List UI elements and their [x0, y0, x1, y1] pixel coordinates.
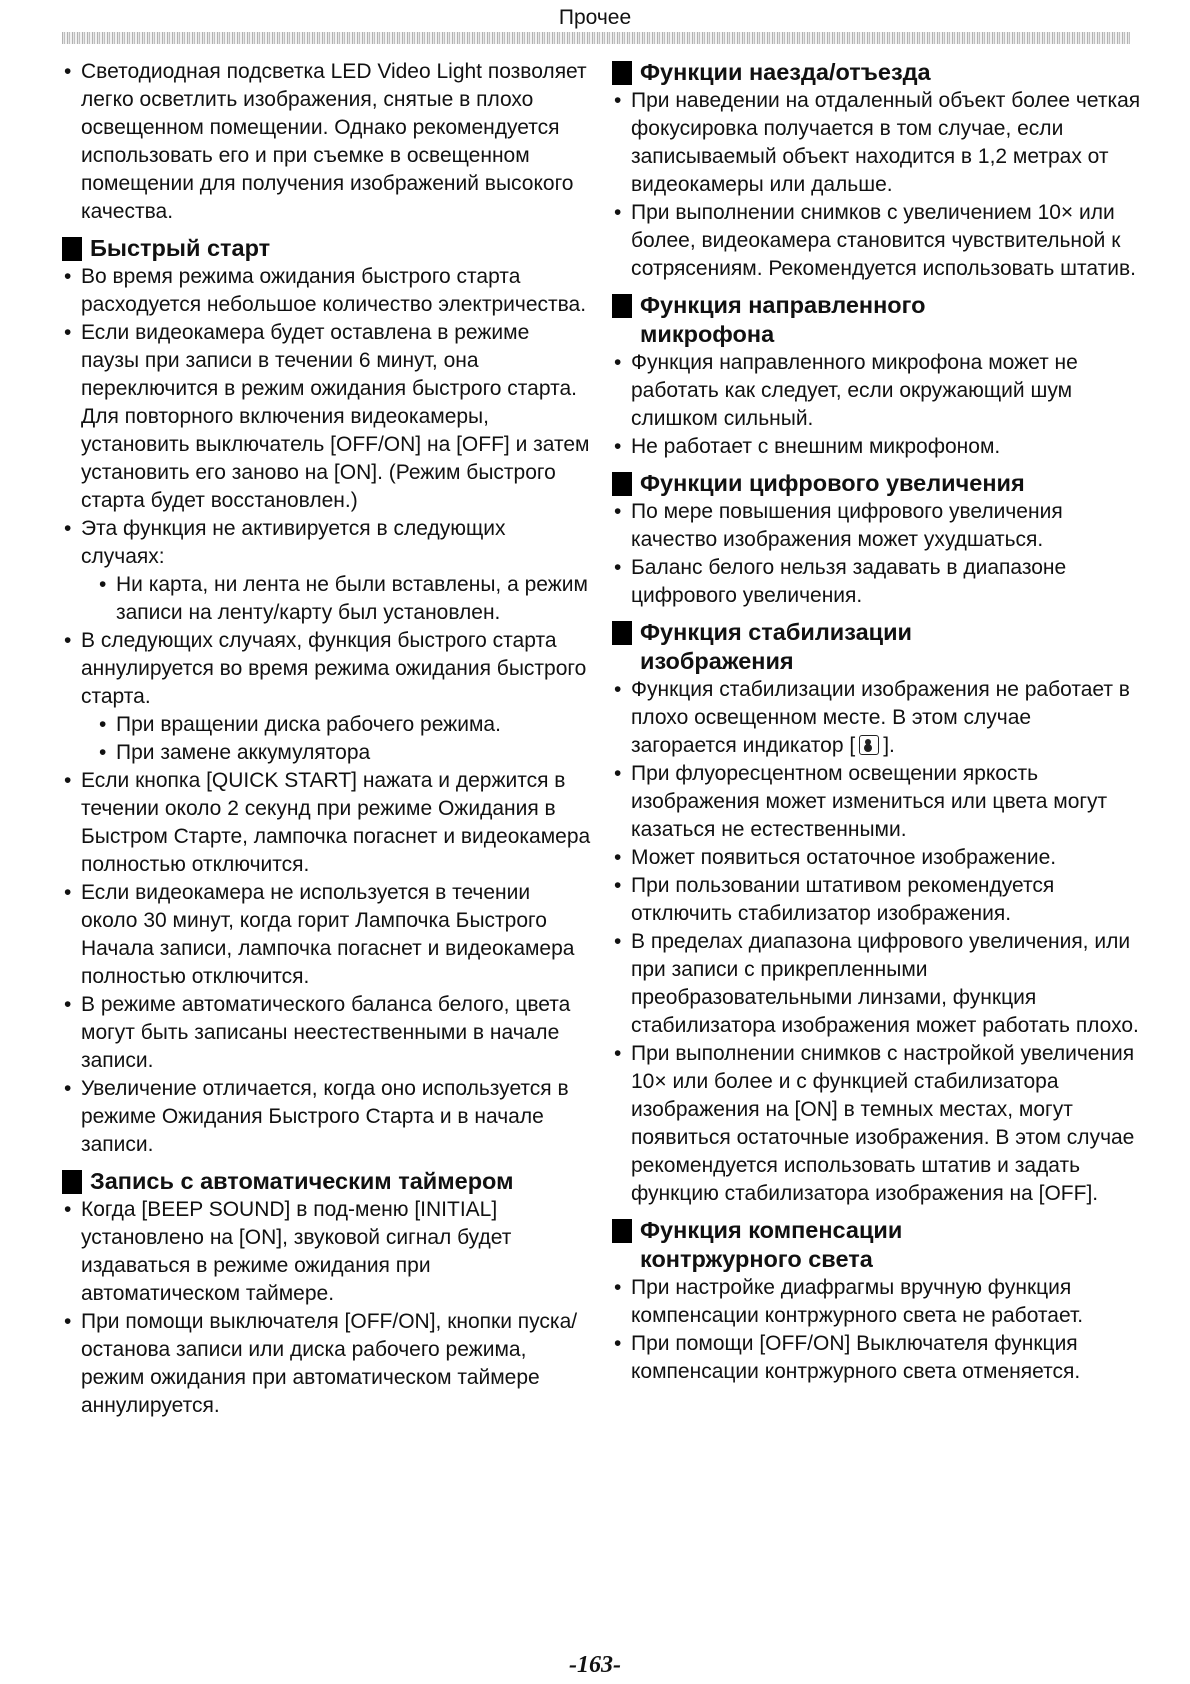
bullet-icon: • [64, 1077, 72, 1100]
list-item: • Если видеокамера будет оставлена в режиме паузы при записи в течении 6 минут, она переключится в режим ожидания быстрого старта. Для повторного включения видеокамеры, установить выключатель [OFF/ON] на [OFF] и затем установить его заново на [ON]. (Режим быстрого старта будет восстановлен.) [64, 321, 590, 512]
bullet-icon: • [614, 1332, 622, 1355]
list-item: • Если кнопка [QUICK START] нажата и держится в течении около 2 секунд при режиме Ожидания в Быстром Старте, лампочка погаснет и видеокамера полностью отключится. [64, 769, 591, 876]
bullet-icon: • [614, 351, 622, 374]
list-item: • При помощи [OFF/ON] Выключателя функция компенсации контржурного света отменяется. [614, 1332, 1081, 1383]
section-title-zoom-mic: Функция направленного микрофона [612, 291, 1142, 349]
bullet-icon: • [614, 930, 622, 953]
list-item: • Не работает с внешним микрофоном. [612, 433, 1142, 461]
list-item: • При настройке диафрагмы вручную функция компенсации контржурного света не работает. [614, 1276, 1084, 1327]
section-marker-icon [612, 294, 632, 318]
section-marker-icon [612, 61, 632, 85]
section-title-self-timer: Запись с автоматическим таймером [62, 1167, 592, 1196]
left-column [62, 58, 592, 1420]
sub-list-item: • При вращении диска рабочего режима. [62, 711, 592, 739]
sub-list-item: • При замене аккумулятора [62, 739, 592, 767]
sub-list-item: • Ни карта, ни лента не были вставлены, а режим записи на ленту/карту был установлен. [99, 573, 588, 624]
bullet-icon: • [614, 435, 622, 458]
section-title-zoom: Функции наезда/отъезда [612, 58, 1142, 87]
bullet-icon: • [99, 573, 107, 596]
bullet-icon: • [614, 556, 622, 579]
bullet-icon: • [64, 881, 72, 904]
bullet-icon: • [614, 874, 622, 897]
section-marker-icon [62, 1170, 82, 1194]
bullet-icon: • [64, 769, 72, 792]
bullet-icon: • [64, 1310, 72, 1333]
list-item: • При выполнении снимков с увеличением 10× или более, видеокамера становится чувствительной к сотрясениям. Рекомендуется использовать штатив. [614, 201, 1136, 280]
list-item: • Функция стабилизации изображения не работает в плохо освещенном месте. В этом случае загорается индикатор [ ]. [614, 678, 1130, 757]
bullet-icon: • [64, 60, 72, 83]
bullet-icon: • [614, 201, 622, 224]
list-item: • Увеличение отличается, когда оно используется в режиме Ожидания Быстрого Старта и в начале записи. [64, 1077, 569, 1156]
section-title-digital-zoom: Функции цифрового увеличения [612, 469, 1142, 498]
list-item: • В следующих случаях, функция быстрого старта аннулируется во время режима ожидания быстрого старта. [64, 629, 587, 708]
list-item: • При пользовании штативом рекомендуется отключить стабилизатор изображения. [614, 874, 1055, 925]
bullet-icon: • [64, 629, 72, 652]
section-title-stabilizer: Функция стабилизации изображения [612, 618, 1142, 676]
bullet-icon: • [614, 762, 622, 785]
right-column [612, 58, 1142, 1386]
section-title-quick-start: Быстрый старт [62, 234, 592, 263]
bullet-icon: • [64, 321, 72, 344]
list-item: • При флуоресцентном освещении яркость изображения может измениться или цвета могут казаться не естественными. [614, 762, 1108, 841]
list-item: • При выполнении снимков с настройкой увеличения 10× или более и с функцией стабилизатора изображения на [ON] в темных местах, могут появиться остаточные изображения. В этом случае рекомендуется использовать штатив и задать функцию стабилизатора изображения на [OFF]. [614, 1042, 1135, 1205]
page-number: -163- [569, 1652, 621, 1678]
section-marker-icon [612, 621, 632, 645]
list-item: • При помощи выключателя [OFF/ON], кнопки пуска/останова записи или диска рабочего режима, режим ожидания при автоматическом таймере аннулируется. [64, 1310, 578, 1417]
list-item: • Светодиодная подсветка LED Video Light позволяет легко осветлить изображения, снятые в плохо освещенном помещении. Однако рекомендуется использовать его и при съемке в освещенном помещении для получения изображений высокого качества. [64, 60, 587, 223]
section-marker-icon [62, 237, 82, 261]
section-marker-icon [612, 472, 632, 496]
bullet-icon: • [614, 846, 622, 869]
section-marker-icon [612, 1219, 632, 1243]
list-item: • Функция направленного микрофона может не работать как следует, если окружающий шум слишком сильный. [614, 351, 1078, 430]
list-item: • Во время режима ожидания быстрого старта расходуется небольшое количество электричества. [64, 265, 587, 316]
bullet-icon: • [614, 500, 622, 523]
list-item: • По мере повышения цифрового увеличения качество изображения может ухудшаться. [614, 500, 1063, 551]
bullet-icon: • [614, 1042, 622, 1065]
bullet-icon: • [614, 678, 622, 701]
bullet-icon: • [99, 713, 107, 736]
page-header-title: Прочее [558, 6, 632, 29]
list-item: • В режиме автоматического баланса белого, цвета могут быть записаны неестественными в начале записи. [64, 993, 571, 1072]
list-item: • В пределах диапазона цифрового увеличения, или при записи с прикрепленными преобразовательными линзами, функция стабилизатора изображения может работать плохо. [614, 930, 1139, 1037]
list-item: • При наведении на отдаленный объект более четкая фокусировка получается в том случае, если записываемый объект находится в 1,2 метрах от видеокамеры или дальше. [614, 89, 1141, 196]
list-item: • Эта функция не активируется в следующих случаях: [64, 517, 506, 568]
bullet-icon: • [64, 993, 72, 1016]
header-divider [62, 32, 1130, 44]
bullet-icon: • [99, 741, 107, 764]
list-item: • Если видеокамера не используется в течении около 30 минут, когда горит Лампочка Быстрого Начала записи, лампочка погаснет и видеокамера полностью отключится. [64, 881, 575, 988]
list-item: • Может появиться остаточное изображение. [612, 844, 1142, 872]
bullet-icon: • [64, 517, 72, 540]
list-item: • Когда [BEEP SOUND] в под-меню [INITIAL] установлено на [ON], звуковой сигнал будет издаваться в режиме ожидания при автоматическом таймере. [64, 1198, 512, 1305]
camera-shake-indicator-icon [859, 735, 879, 755]
section-title-backlight: Функция компенсации контржурного света [612, 1216, 1142, 1274]
bullet-icon: • [64, 265, 72, 288]
bullet-icon: • [64, 1198, 72, 1221]
bullet-icon: • [614, 1276, 622, 1299]
list-item: • Баланс белого нельзя задавать в диапазоне цифрового увеличения. [614, 556, 1067, 607]
bullet-icon: • [614, 89, 622, 112]
